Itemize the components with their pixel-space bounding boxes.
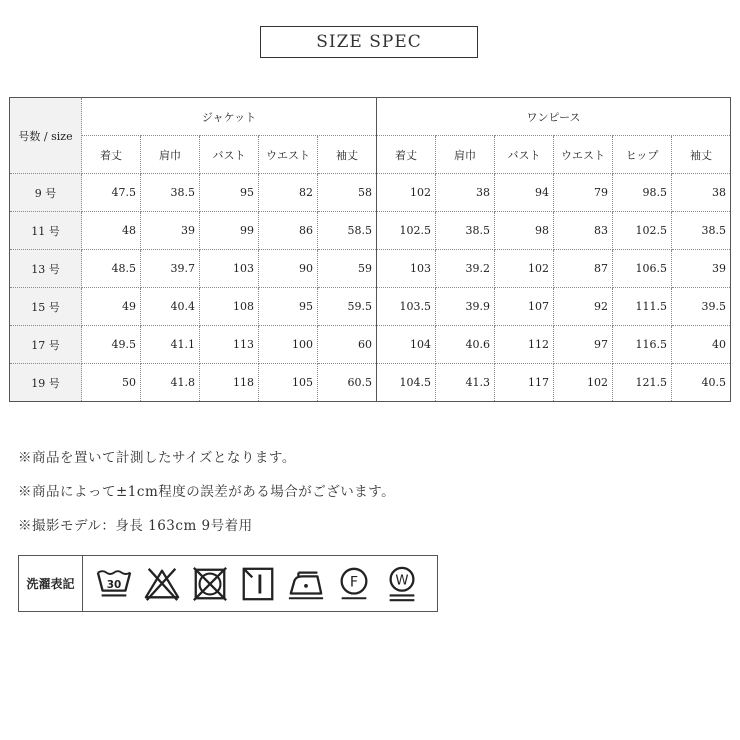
table-row <box>10 288 731 326</box>
care-label-box <box>18 555 438 612</box>
care-label-title: 洗濯表記 <box>19 556 83 611</box>
jacket-cell: 58 <box>318 174 377 212</box>
jacket-cell: 99 <box>200 212 259 250</box>
jacket-cell: 58.5 <box>318 212 377 250</box>
dry-clean-f-icon <box>335 564 373 604</box>
table-row <box>10 364 731 402</box>
jacket-cell: 60 <box>318 326 377 364</box>
notes <box>18 446 395 548</box>
jacket-cell: 60.5 <box>318 364 377 402</box>
care-icons <box>83 564 421 604</box>
jacket-cell: 105 <box>259 364 318 402</box>
dress-cell: 107 <box>495 288 554 326</box>
dress-cell: 38 <box>436 174 495 212</box>
no-tumble-dry-icon <box>191 564 229 604</box>
dress-cell: 106.5 <box>613 250 672 288</box>
wet-clean-w-icon <box>383 564 421 604</box>
jacket-cell: 90 <box>259 250 318 288</box>
jacket-cell: 118 <box>200 364 259 402</box>
dress-cell: 40 <box>672 326 731 364</box>
column-header-jacket: ウエスト <box>259 136 318 174</box>
table-row <box>10 326 731 364</box>
dress-cell: 102 <box>495 250 554 288</box>
table-row <box>10 174 731 212</box>
column-header-row <box>10 136 731 174</box>
dress-cell: 40.6 <box>436 326 495 364</box>
page-title: SIZE SPEC <box>260 26 478 58</box>
jacket-cell: 95 <box>200 174 259 212</box>
jacket-cell: 49.5 <box>82 326 141 364</box>
wash-temp-label: 30 <box>106 578 122 591</box>
jacket-cell: 48 <box>82 212 141 250</box>
note-model: ※撮影モデル：身長 163cm 9号着用 <box>18 518 253 534</box>
jacket-cell: 39 <box>141 212 200 250</box>
jacket-cell: 50 <box>82 364 141 402</box>
dress-cell: 39 <box>672 250 731 288</box>
jacket-cell: 41.1 <box>141 326 200 364</box>
dress-cell: 121.5 <box>613 364 672 402</box>
jacket-cell: 100 <box>259 326 318 364</box>
column-header-dress: ヒップ <box>613 136 672 174</box>
jacket-cell: 39.7 <box>141 250 200 288</box>
note-measurement: ※商品を置いて計測したサイズとなります。 <box>18 450 296 466</box>
table-body <box>10 174 731 402</box>
dress-cell: 40.5 <box>672 364 731 402</box>
dress-cell: 117 <box>495 364 554 402</box>
dress-cell: 102 <box>377 174 436 212</box>
dress-cell: 38 <box>672 174 731 212</box>
column-header-jacket: 肩巾 <box>141 136 200 174</box>
iron-low-icon <box>287 564 325 604</box>
jacket-cell: 103 <box>200 250 259 288</box>
dress-cell: 116.5 <box>613 326 672 364</box>
jacket-cell: 86 <box>259 212 318 250</box>
jacket-cell: 47.5 <box>82 174 141 212</box>
dress-cell: 79 <box>554 174 613 212</box>
size-label: 9 号 <box>10 174 82 212</box>
dress-cell: 102.5 <box>613 212 672 250</box>
jacket-cell: 49 <box>82 288 141 326</box>
dress-cell: 97 <box>554 326 613 364</box>
dress-cell: 111.5 <box>613 288 672 326</box>
dress-cell: 112 <box>495 326 554 364</box>
dress-cell: 103.5 <box>377 288 436 326</box>
dress-cell: 102 <box>554 364 613 402</box>
column-header-dress: 肩巾 <box>436 136 495 174</box>
size-label: 13 号 <box>10 250 82 288</box>
jacket-cell: 38.5 <box>141 174 200 212</box>
dress-cell: 39.9 <box>436 288 495 326</box>
jacket-cell: 108 <box>200 288 259 326</box>
column-header-jacket: バスト <box>200 136 259 174</box>
column-header-dress: 袖丈 <box>672 136 731 174</box>
dress-cell: 39.2 <box>436 250 495 288</box>
jacket-cell: 41.8 <box>141 364 200 402</box>
no-bleach-icon <box>143 564 181 604</box>
dress-cell: 102.5 <box>377 212 436 250</box>
jacket-cell: 95 <box>259 288 318 326</box>
size-label: 17 号 <box>10 326 82 364</box>
group-header-dress: ワンピース <box>377 98 731 136</box>
table-row <box>10 250 731 288</box>
dress-cell: 38.5 <box>672 212 731 250</box>
jacket-cell: 59.5 <box>318 288 377 326</box>
size-label: 19 号 <box>10 364 82 402</box>
dress-cell: 83 <box>554 212 613 250</box>
column-header-dress: バスト <box>495 136 554 174</box>
dress-cell: 92 <box>554 288 613 326</box>
dress-cell: 104 <box>377 326 436 364</box>
jacket-cell: 40.4 <box>141 288 200 326</box>
wet-clean-letter: W <box>395 572 409 588</box>
dress-cell: 94 <box>495 174 554 212</box>
group-header-row <box>10 98 731 136</box>
jacket-cell: 82 <box>259 174 318 212</box>
dress-cell: 104.5 <box>377 364 436 402</box>
size-label: 11 号 <box>10 212 82 250</box>
group-header-jacket: ジャケット <box>82 98 377 136</box>
jacket-cell: 48.5 <box>82 250 141 288</box>
column-header-jacket: 袖丈 <box>318 136 377 174</box>
dry-clean-letter: F <box>349 573 359 590</box>
dress-cell: 41.3 <box>436 364 495 402</box>
column-header-jacket: 着丈 <box>82 136 141 174</box>
line-dry-shade-icon <box>239 564 277 604</box>
note-tolerance: ※商品によって±1cm程度の誤差がある場合がございます。 <box>18 484 396 500</box>
wash-30-gentle-icon <box>95 564 133 604</box>
table-row <box>10 212 731 250</box>
column-header-dress: 着丈 <box>377 136 436 174</box>
jacket-cell: 113 <box>200 326 259 364</box>
dress-cell: 98.5 <box>613 174 672 212</box>
dress-cell: 39.5 <box>672 288 731 326</box>
dress-cell: 103 <box>377 250 436 288</box>
jacket-cell: 59 <box>318 250 377 288</box>
dress-cell: 87 <box>554 250 613 288</box>
size-label: 15 号 <box>10 288 82 326</box>
size-header: 号数 / size <box>10 98 82 174</box>
dress-cell: 38.5 <box>436 212 495 250</box>
dress-cell: 98 <box>495 212 554 250</box>
column-header-dress: ウエスト <box>554 136 613 174</box>
size-spec-table <box>9 97 731 402</box>
